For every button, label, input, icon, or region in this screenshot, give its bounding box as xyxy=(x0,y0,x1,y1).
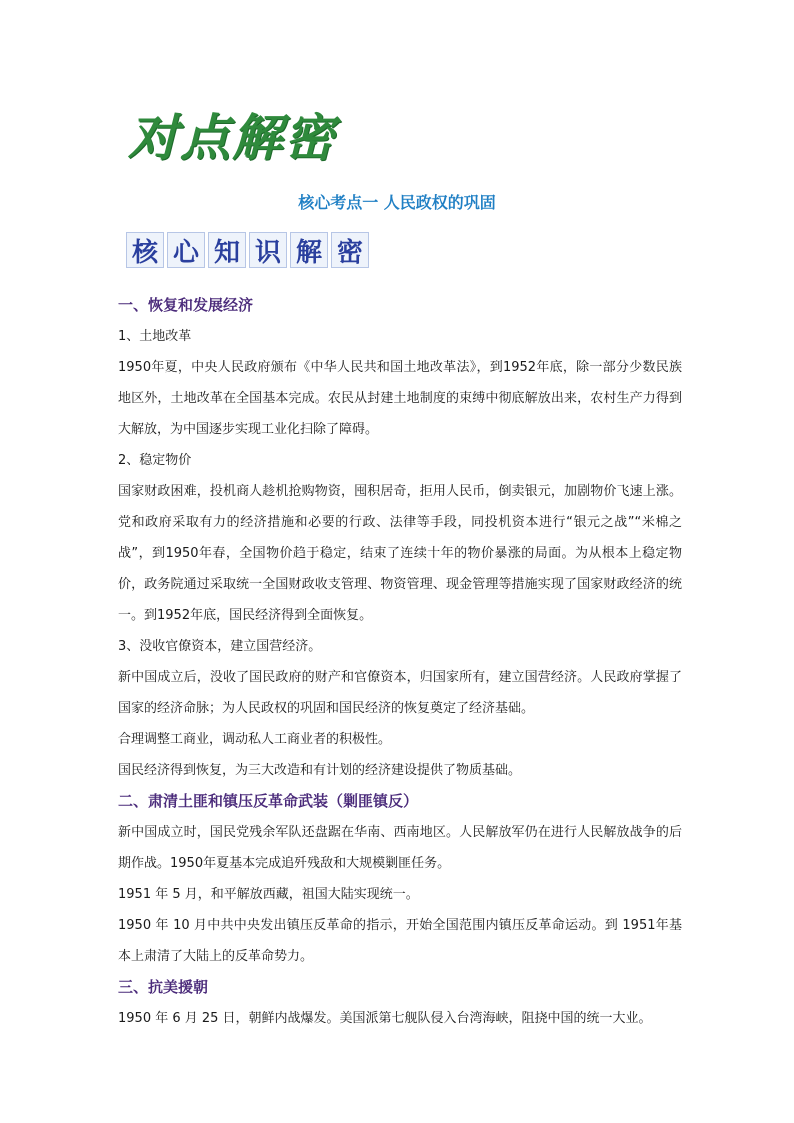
topic-title: 核心考点一 人民政权的巩固 xyxy=(298,193,496,212)
paragraph: 1950年夏，中央人民政府颁布《中华人民共和国土地改革法》，到1952年底，除一部分少数民族地区外，土地改革在全国基本完成。农民从封建土地制度的束缚中彻底解放出来，农村生产力得到大解放，为中国逐步实现工业化扫除了障碍。 xyxy=(118,360,682,437)
section-heading: 三、抗美援朝 xyxy=(118,978,209,996)
paragraph: 1950 年 6 月 25 日，朝鲜内战爆发。美国派第七舰队侵入台湾海峡，阻挠中国的统一大业。 xyxy=(118,1011,652,1026)
subheading: 2、稳定物价 xyxy=(118,453,192,468)
paragraph: 新中国成立后，没收了国民政府的财产和官僚资本，归国家所有，建立国营经济。人民政府掌握了国家的经济命脉；为人民政权的巩固和国民经济的恢复奠定了经济基础。 xyxy=(118,670,682,716)
subheading: 1、土地改革 xyxy=(118,329,192,344)
paragraph: 新中国成立时，国民党残余军队还盘踞在华南、西南地区。人民解放军仍在进行人民解放战争的后期作战。1950年夏基本完成追歼残敌和大规模剿匪任务。 xyxy=(118,825,682,871)
paragraph: 国家财政困难，投机商人趁机抢购物资，囤积居奇，拒用人民币，倒卖银元，加剧物价飞速上涨。党和政府采取有力的经济措施和必要的行政、法律等手段，同投机资本进行“银元之战”“米棉之战”，到1950年春，全国物价趋于稳定，结束了连续十年的物价暴涨的局面。为从根本上稳定物价，政务院通过采取统一全国财政收支管理、物资管理、现金管理等措施实现了国家财政经济的统一。到1952年底，国民经济得到全面恢复。 xyxy=(118,484,682,623)
paragraph: 1951 年 5 月，和平解放西藏，祖国大陆实现统一。 xyxy=(118,887,419,902)
paragraph: 国民经济得到恢复，为三大改造和有计划的经济建设提供了物质基础。 xyxy=(118,763,522,778)
stamp-char: 心 xyxy=(167,232,205,268)
stamp-char: 解 xyxy=(290,232,328,268)
stamp-char: 知 xyxy=(208,232,246,268)
document-body xyxy=(118,290,682,1034)
paragraph: 合理调整工商业，调动私人工商业者的积极性。 xyxy=(118,732,392,747)
subheading: 3、没收官僚资本，建立国营经济。 xyxy=(118,639,322,654)
section-heading: 二、肃清土匪和镇压反革命武装（剿匪镇反） xyxy=(118,792,419,810)
banner-title: 对点解密 xyxy=(128,108,336,167)
paragraph: 1950 年 10 月中共中央发出镇压反革命的指示，开始全国范围内镇压反革命运动。到 1951年基本上肃清了大陆上的反革命势力。 xyxy=(118,918,682,964)
stamp-heading xyxy=(126,232,369,268)
stamp-char: 密 xyxy=(331,232,369,268)
section-heading: 一、恢复和发展经济 xyxy=(118,296,254,314)
stamp-char: 识 xyxy=(249,232,287,268)
stamp-char: 核 xyxy=(126,232,164,268)
